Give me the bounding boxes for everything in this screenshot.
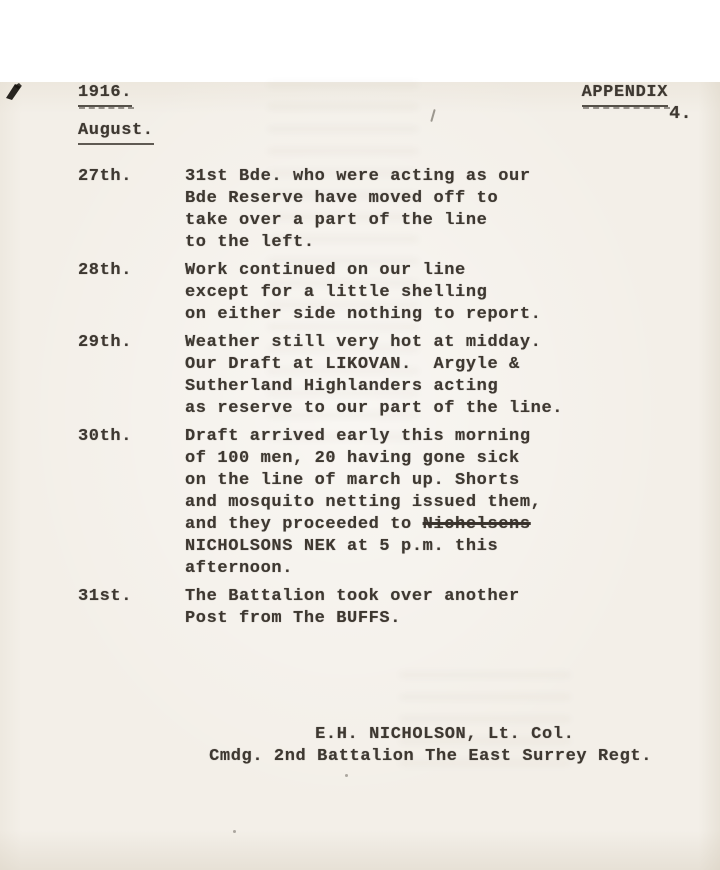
entry-line: and mosquito netting issued them, xyxy=(185,493,542,512)
entry-text xyxy=(185,260,668,326)
entry-text xyxy=(185,166,668,254)
header-row xyxy=(78,82,668,107)
diary-entry xyxy=(78,332,668,420)
entry-line: Sutherland Highlanders acting xyxy=(185,377,499,396)
entry-date: 28th. xyxy=(78,261,133,280)
entry-line: except for a little shelling xyxy=(185,283,488,302)
entry-line: The Battalion took over another xyxy=(185,587,520,606)
entry-date: 30th. xyxy=(78,427,133,446)
entry-text xyxy=(185,332,668,420)
signature-block xyxy=(209,724,652,768)
month-row xyxy=(78,120,668,145)
year-heading: 1916. xyxy=(78,82,132,107)
entry-line: on the line of march up. Shorts xyxy=(185,471,520,490)
diary-entry xyxy=(78,586,668,630)
entry-line: 31st Bde. who were acting as our xyxy=(185,167,531,186)
ink-dot-artifact xyxy=(233,830,236,833)
struck-word: Nichelsens xyxy=(422,515,531,534)
entry-text xyxy=(185,586,668,630)
entry-line: as reserve to our part of the line. xyxy=(185,399,564,418)
entry-line: of 100 men, 20 having gone sick xyxy=(185,449,520,468)
entry-line: Work continued on our line xyxy=(185,261,466,280)
entry-line: on either side nothing to report. xyxy=(185,305,542,324)
diary-entry xyxy=(78,426,668,580)
diary-entries xyxy=(78,166,668,630)
entry-line: Weather still very hot at midday. xyxy=(185,333,542,352)
appendix-heading: APPENDIX xyxy=(582,82,668,107)
entry-line: NICHOLSONS NEK at 5 p.m. this xyxy=(185,537,499,556)
entry-line: to the left. xyxy=(185,233,315,252)
entry-line: Our Draft at LIKOVAN. Argyle & xyxy=(185,355,520,374)
entry-line: Draft arrived early this morning xyxy=(185,427,531,446)
document-content xyxy=(0,82,720,768)
diary-entry xyxy=(78,166,668,254)
month-heading: August. xyxy=(78,120,154,145)
entry-line: take over a part of the line xyxy=(185,211,488,230)
page-number: 4. xyxy=(669,104,692,124)
entry-line: Bde Reserve have moved off to xyxy=(185,189,499,208)
ink-dot-artifact xyxy=(345,774,348,777)
entry-line: afternoon. xyxy=(185,559,294,578)
entry-line: and they proceeded to Nichelsens xyxy=(185,515,531,534)
diary-entry xyxy=(78,260,668,326)
entry-date: 31st. xyxy=(78,587,133,606)
signature-name: E.H. NICHOLSON, Lt. Col. xyxy=(315,725,575,744)
document-page xyxy=(0,82,720,870)
entry-date: 29th. xyxy=(78,333,133,352)
signature-title: Cmdg. 2nd Battalion The East Surrey Regt. xyxy=(209,747,652,766)
entry-line: Post from The BUFFS. xyxy=(185,609,402,628)
entry-text xyxy=(185,426,668,580)
entry-date: 27th. xyxy=(78,167,133,186)
